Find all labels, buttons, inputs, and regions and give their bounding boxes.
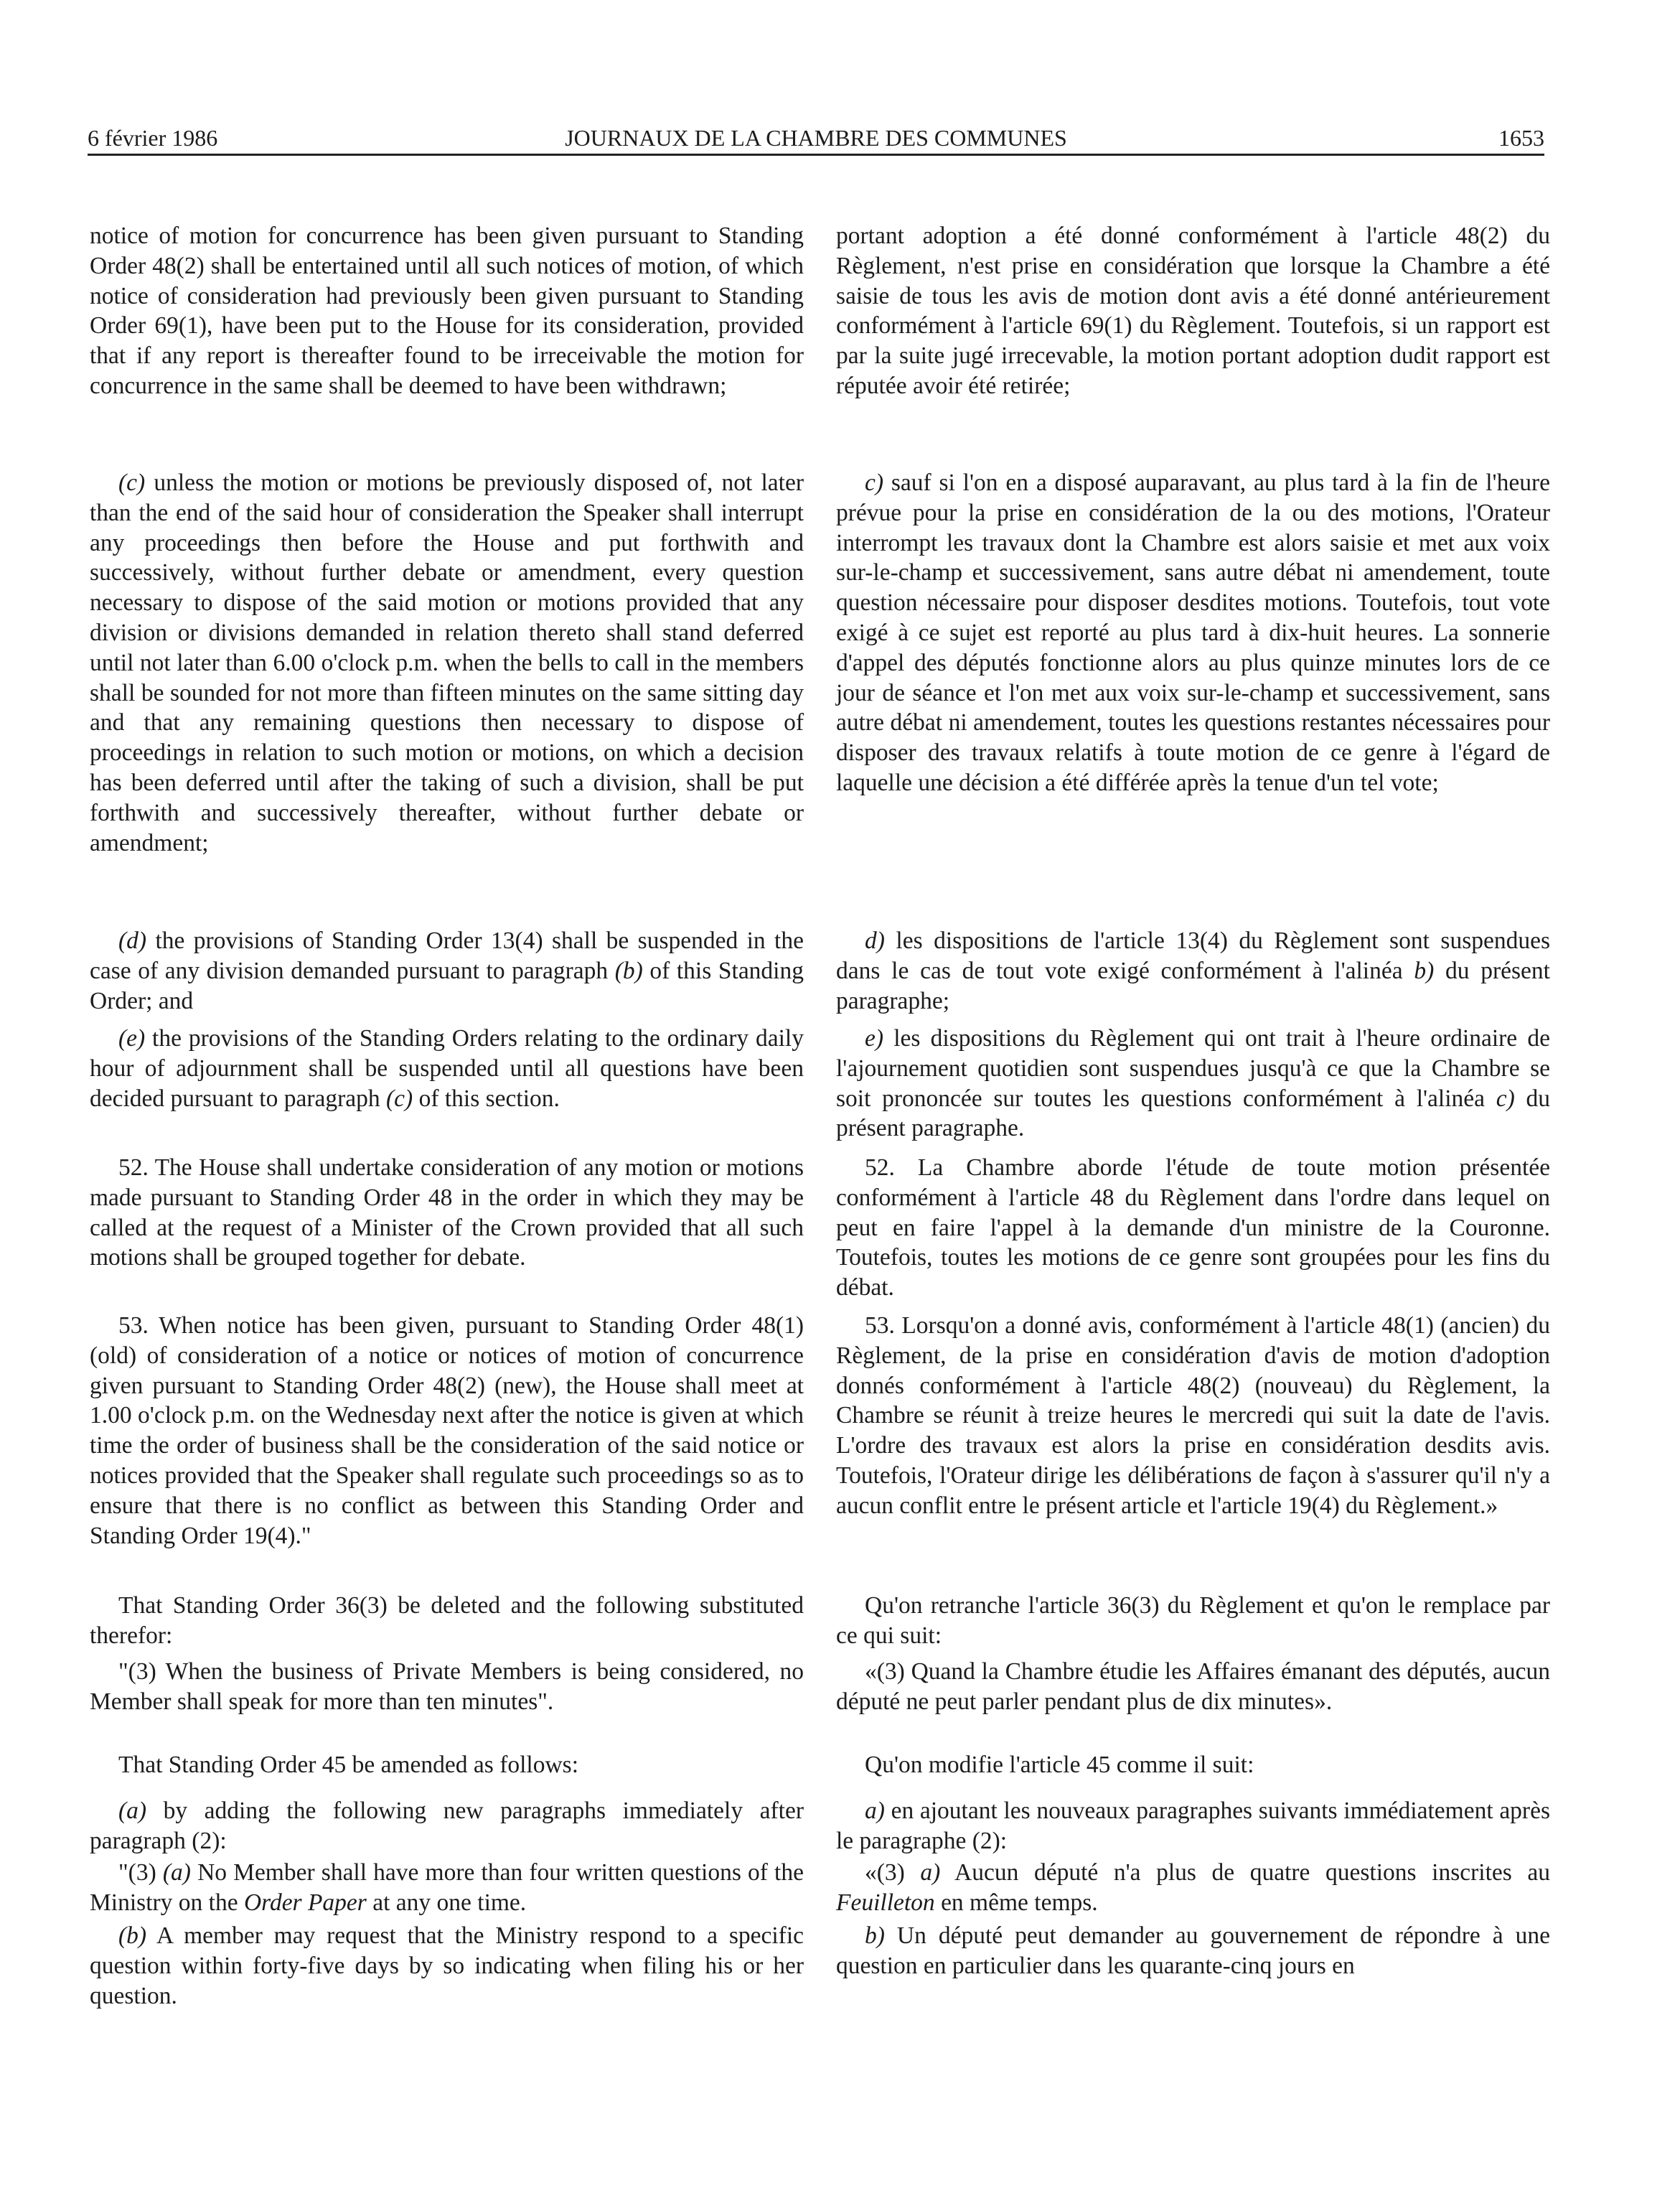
en-section-52: 52. The House shall undertake consideration of any motion or motions made pursuant to Standing Order 48 in the order in which they may be called at the request of a Minister of the Crown provided that all such motions shall be grouped together for debate. bbox=[90, 1154, 804, 1271]
fr-paragraph-c: c) sauf si l'on en a disposé auparavant, au plus tard à la fin de l'heure prévue pour la prise en considération de la ou des motions, l'Orateur interrompt les travaux dont la Chambre est alors saisie et met aux voix sur-le-champ et successivement, sans autre débat ni amendement, toute question nécessaire pour disposer desdites motions. Toutefois, tout vote exigé à ce sujet est reporté au plus tard à dix-huit heures. La sonnerie d'appel des députés fonctionne alors au plus quinze minutes lors de ce jour de séance et l'on met aux voix sur-le-champ et successivement, sans autre débat ni amendement, toutes les questions restantes nécessaires pour disposer des travaux relatifs à toute motion de ce genre à l'égard de laquelle une décision a été différée après la tenue d'un tel vote; bbox=[836, 469, 1550, 796]
fr-paragraph-a: a) en ajoutant les nouveaux paragraphes suivants immédiatement après le paragraphe (2): bbox=[836, 1797, 1550, 1854]
en-paragraph-3a: "(3) (a) No Member shall have more than four written questions of the Ministry on the Order Paper at any one time. bbox=[90, 1859, 804, 1916]
fr-paragraph-3a: «(3) a) Aucun député n'a plus de quatre questions inscrites au Feuilleton en même temps. bbox=[836, 1859, 1550, 1916]
fr-paragraph-e: e) les dispositions du Règlement qui ont trait à l'heure ordinaire de l'ajournement quotidien sont suspendues jusqu'à ce que la Chambre se soit prononcée sur toutes les questions conformément à l'alinéa c) du présent paragraphe. bbox=[836, 1025, 1551, 1142]
header-date: 6 février 1986 bbox=[88, 125, 218, 151]
fr-standing-order-36-text: «(3) Quand la Chambre étudie les Affaires émanant des députés, aucun député ne peut parler pendant plus de dix minutes». bbox=[836, 1658, 1550, 1715]
page-number: 1653 bbox=[1498, 125, 1544, 151]
en-paragraph-e: (e) the provisions of the Standing Orders relating to the ordinary daily hour of adjournment shall be suspended until all questions have been decided pursuant to paragraph (c) of this section. bbox=[90, 1025, 804, 1112]
en-standing-order-36-text: "(3) When the business of Private Members is being considered, no Member shall speak for more than ten minutes". bbox=[90, 1658, 804, 1715]
en-paragraph-b: (b) A member may request that the Ministry respond to a specific question within forty-five days by so indicating when filing his or her question. bbox=[90, 1922, 804, 2009]
fr-section-52: 52. La Chambre aborde l'étude de toute motion présentée conformément à l'article 48 du Règlement dans l'ordre dans lequel on peut en faire l'appel à la demande d'un ministre de la Couronne. Toutefois, toutes les motions de ce genre sont groupées pour les fins du débat. bbox=[836, 1154, 1550, 1301]
fr-standing-order-45: Qu'on modifie l'article 45 comme il suit: bbox=[865, 1752, 1254, 1778]
en-standing-order-36: That Standing Order 36(3) be deleted and the following substituted therefor: bbox=[90, 1592, 804, 1649]
en-paragraph-a: (a) by adding the following new paragraphs immediately after paragraph (2): bbox=[90, 1797, 804, 1854]
en-section-53: 53. When notice has been given, pursuant to Standing Order 48(1) (old) of consideration of a notice or notices of motion of concurrence given pursuant to Standing Order 48(2) (new), the House shall meet at 1.00 o'clock p.m. on the Wednesday next after the notice is given at which time the order of business shall be the consideration of the said notice or notices provided that the Speaker shall regulate such proceedings so as to ensure that there is no conflict as between this Standing Order and Standing Order 19(4)." bbox=[90, 1312, 804, 1549]
en-paragraph-d: (d) the provisions of Standing Order 13(4) shall be suspended in the case of any division demanded pursuant to paragraph (b) of this Standing Order; and bbox=[90, 927, 804, 1014]
fr-paragraph-d: d) les dispositions de l'article 13(4) du Règlement sont suspendues dans le cas de tout vote exigé conformément à l'alinéa b) du présent paragraphe; bbox=[836, 927, 1550, 1014]
header-title: JOURNAUX DE LA CHAMBRE DES COMMUNES bbox=[565, 125, 1067, 151]
fr-paragraph-b: b) Un député peut demander au gouvernement de répondre à une question en particulier dans les quarante-cinq jours en bbox=[836, 1922, 1550, 1979]
fr-paragraph-continuation: portant adoption a été donné conformément à l'article 48(2) du Règlement, n'est prise en considération que lorsque la Chambre a été saisie de tous les avis de motion dont avis a été donné antérieurement conformément à l'article 69(1) du Règlement. Toutefois, si un rapport est par la suite jugé irrecevable, la motion portant adoption dudit rapport est réputée avoir été retirée; bbox=[836, 223, 1550, 399]
header-rule bbox=[88, 154, 1544, 156]
en-standing-order-45: That Standing Order 45 be amended as follows: bbox=[118, 1752, 578, 1778]
running-header bbox=[88, 122, 1544, 158]
en-paragraph-c: (c) unless the motion or motions be previously disposed of, not later than the end of the said hour of consideration the Speaker shall interrupt any proceedings then before the House and put forthwith and successively, without further debate or amendment, every question necessary to dispose of the said motion or motions provided that any division or divisions demanded in relation thereto shall stand deferred until not later than 6.00 o'clock p.m. when the bells to call in the members shall be sounded for not more than fifteen minutes on the same sitting day and that any remaining questions then necessary to dispose of proceedings in relation to such motion or motions, on which a decision has been deferred until after the taking of such a division, shall be put forthwith and successively thereafter, without further debate or amendment; bbox=[90, 469, 804, 856]
fr-section-53: 53. Lorsqu'on a donné avis, conformément à l'article 48(1) (ancien) du Règlement, de la prise en considération d'avis de motion d'adoption donnés conformément à l'article 48(2) (nouveau) du Règlement, la Chambre se réunit à treize heures le mercredi qui suit la date de l'avis. L'ordre des travaux est alors la prise en considération desdits avis. Toutefois, l'Orateur dirige les délibérations de façon à s'assurer qu'il n'y a aucun conflit entre le présent article et l'article 19(4) du Règlement.» bbox=[836, 1312, 1550, 1519]
en-paragraph-continuation: notice of motion for concurrence has been given pursuant to Standing Order 48(2) shall be entertained until all such notices of motion, of which notice of consideration had previously been given pursuant to Standing Order 69(1), have been put to the House for its consideration, provided that if any report is thereafter found to be irreceivable the motion for concurrence in the same shall be deemed to have been withdrawn; bbox=[90, 223, 804, 399]
fr-standing-order-36: Qu'on retranche l'article 36(3) du Règlement et qu'on le remplace par ce qui suit: bbox=[836, 1592, 1550, 1649]
